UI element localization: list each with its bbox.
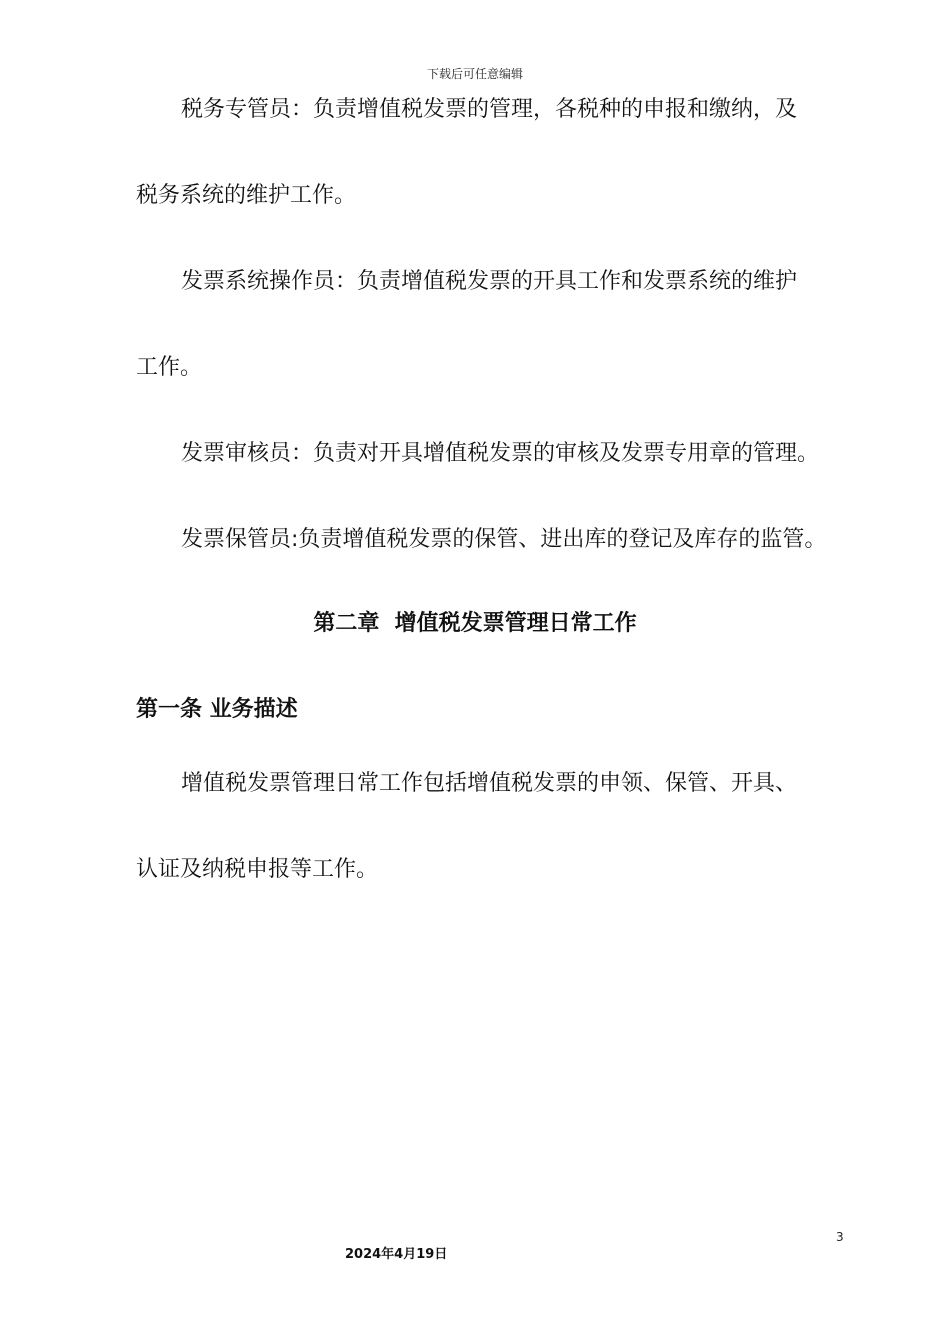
page-date: 2024年4月19日 bbox=[345, 1247, 448, 1262]
paragraph-description-line1: 增值税发票管理日常工作包括增值税发票的申领、保管、开具、 bbox=[181, 771, 798, 796]
page-number: 3 bbox=[836, 1230, 844, 1244]
paragraph-tax-specialist-line1: 税务专管员：负责增值税发票的管理，各税种的申报和缴纳，及 bbox=[181, 97, 798, 122]
chapter-title: 第二章 增值税发票管理日常工作 bbox=[313, 611, 637, 636]
paragraph-description-line2: 认证及纳税申报等工作。 bbox=[136, 857, 379, 882]
paragraph-invoice-custodian: 发票保管员:负责增值税发票的保管、进出库的登记及库存的监管。 bbox=[181, 527, 827, 552]
paragraph-invoice-operator-line1: 发票系统操作员：负责增值税发票的开具工作和发票系统的维护 bbox=[181, 269, 798, 294]
paragraph-tax-specialist-line2: 税务系统的维护工作。 bbox=[136, 183, 357, 208]
paragraph-invoice-auditor: 发票审核员：负责对开具增值税发票的审核及发票专用章的管理。 bbox=[181, 441, 820, 466]
article-title: 第一条 业务描述 bbox=[136, 697, 298, 722]
header-note: 下载后可任意编辑 bbox=[426, 67, 523, 81]
paragraph-invoice-operator-line2: 工作。 bbox=[136, 355, 203, 380]
